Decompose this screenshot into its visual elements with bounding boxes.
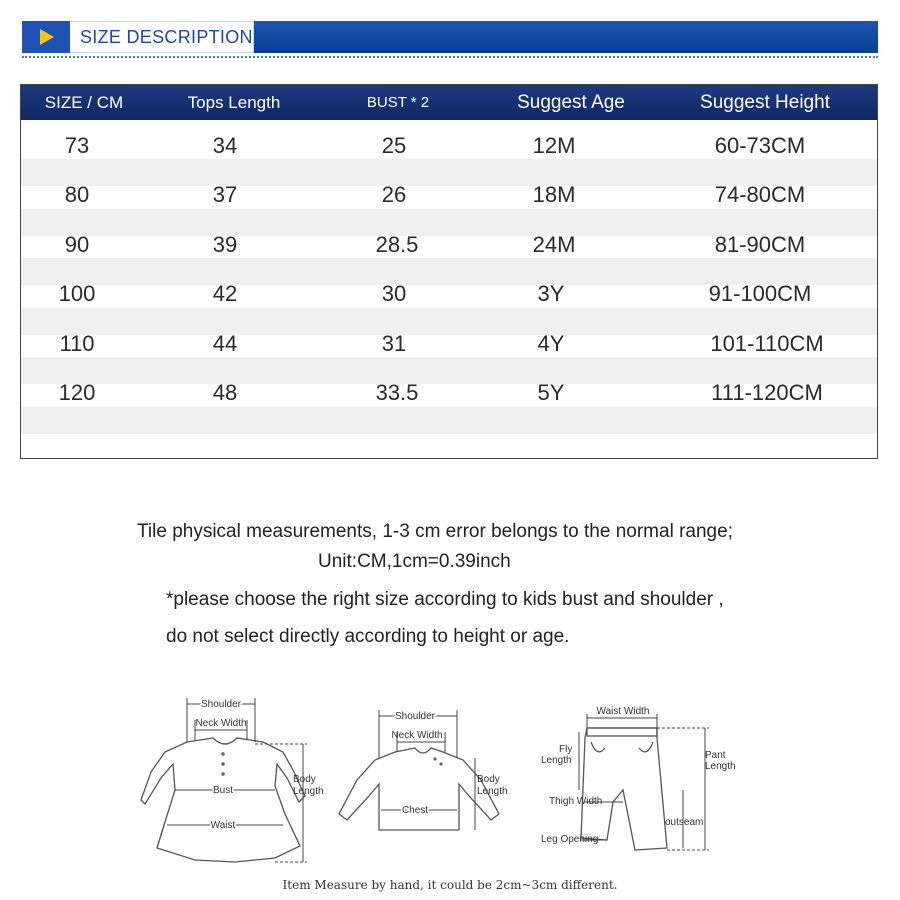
cell-size: 100 — [58, 281, 96, 306]
cell-suggest-age: 18M — [532, 182, 576, 207]
note-unit: Unit:CM,1cm=0.39inch — [318, 551, 511, 572]
cell-tops-length: 42 — [212, 281, 238, 306]
note-tolerance: Tile physical measurements, 1-3 cm error belongs to the normal range; — [137, 521, 733, 542]
pants-pant-label: Pant — [705, 750, 726, 761]
top-body-label: Body — [477, 774, 500, 785]
cell-bust: 33.5 — [375, 380, 419, 405]
cell-size: 73 — [64, 133, 90, 158]
button-dot — [439, 762, 442, 765]
cell-tops-length: 34 — [212, 133, 238, 158]
top-measure-diagram — [335, 702, 525, 842]
size-table — [20, 84, 878, 459]
pants-outline — [581, 728, 667, 850]
table-row — [21, 131, 877, 161]
top-length-label: Length — [477, 786, 508, 797]
cell-suggest-age: 4Y — [537, 331, 565, 356]
cell-size: 90 — [64, 232, 90, 257]
note-do-not-select: do not select directly according to height or age. — [166, 626, 570, 647]
column-header-suggest-age: Suggest Age — [517, 92, 625, 113]
cell-bust: 31 — [381, 331, 407, 356]
cell-bust: 25 — [381, 133, 407, 158]
cell-suggest-age: 12M — [532, 133, 576, 158]
pants-pocket — [639, 742, 653, 752]
note-choose-size: *please choose the right size according to kids bust and shoulder , — [166, 589, 724, 610]
dress-length-label: Length — [293, 786, 324, 797]
cell-suggest-height: 91-100CM — [708, 281, 812, 306]
pants-fly-length-label: Length — [541, 755, 572, 766]
cell-bust: 30 — [381, 281, 407, 306]
top-neck-width-label: Neck Width — [391, 730, 443, 741]
header-arrow-box — [22, 21, 70, 53]
dress-bust-label: Bust — [212, 785, 234, 796]
cell-suggest-height: 60-73CM — [714, 133, 806, 158]
cell-tops-length: 39 — [212, 232, 238, 257]
table-row — [21, 180, 877, 210]
cell-suggest-height: 111-120CM — [711, 380, 823, 405]
column-header-bust: BUST * 2 — [366, 94, 430, 111]
cell-suggest-age: 3Y — [537, 281, 565, 306]
table-header — [21, 85, 877, 120]
dotted-divider — [22, 56, 878, 58]
dress-waist-label: Waist — [210, 820, 236, 831]
dress-body-label: Body — [293, 774, 316, 785]
dress-outline — [141, 738, 305, 862]
cell-suggest-height: 74-80CM — [714, 182, 806, 207]
cell-size: 120 — [58, 380, 96, 405]
pants-thigh-width-label: Thigh Width — [549, 796, 603, 807]
dress-diagram-svg — [135, 690, 340, 875]
play-arrow-icon — [40, 29, 54, 45]
table-row — [21, 329, 877, 359]
pants-pant-length-label: Length — [705, 761, 736, 772]
pants-diagram-svg — [535, 698, 745, 863]
pants-pocket — [591, 742, 605, 752]
header-blue-bar — [254, 21, 878, 53]
cell-tops-length: 37 — [212, 182, 238, 207]
dress-shoulder-label: Shoulder — [200, 699, 242, 710]
top-chest-label: Chest — [401, 805, 429, 816]
pants-fly-label: Fly — [559, 744, 573, 755]
top-diagram-svg — [335, 702, 525, 842]
cell-tops-length: 48 — [212, 380, 238, 405]
cell-size: 80 — [64, 182, 90, 207]
cell-suggest-age: 24M — [532, 232, 576, 257]
pants-outseam-label: outseam — [665, 817, 704, 828]
dress-neck-width-label: Neck Width — [195, 718, 247, 729]
dress-measure-diagram — [135, 690, 340, 875]
button-dot — [221, 772, 225, 776]
top-shoulder-label: Shoulder — [394, 711, 436, 722]
cell-tops-length: 44 — [212, 331, 238, 356]
column-header-suggest-height: Suggest Height — [700, 92, 830, 113]
pants-waistband — [587, 728, 657, 736]
cell-size: 110 — [59, 331, 95, 356]
cell-bust: 26 — [381, 182, 407, 207]
table-row — [21, 378, 877, 408]
table-row — [21, 279, 877, 309]
cell-bust: 28.5 — [375, 232, 419, 257]
measure-caption: Item Measure by hand, it could be 2cm~3cm different. — [282, 878, 618, 892]
cell-suggest-age: 5Y — [537, 380, 565, 405]
column-header-tops-length: Tops Length — [187, 93, 281, 112]
pants-measure-diagram — [535, 698, 745, 863]
table-row — [21, 230, 877, 260]
section-title: SIZE DESCRIPTION — [80, 27, 253, 47]
section-header — [22, 21, 878, 53]
button-dot — [221, 752, 225, 756]
cell-suggest-height: 101-110CM — [710, 331, 824, 356]
button-dot — [221, 762, 225, 766]
cell-suggest-height: 81-90CM — [714, 232, 806, 257]
pants-waist-width-label: Waist Width — [596, 706, 650, 717]
column-header-size: SIZE / CM — [44, 93, 124, 112]
button-dot — [433, 757, 436, 760]
pants-leg-opening-label: Leg Opening — [541, 834, 599, 845]
row-band — [21, 407, 877, 434]
